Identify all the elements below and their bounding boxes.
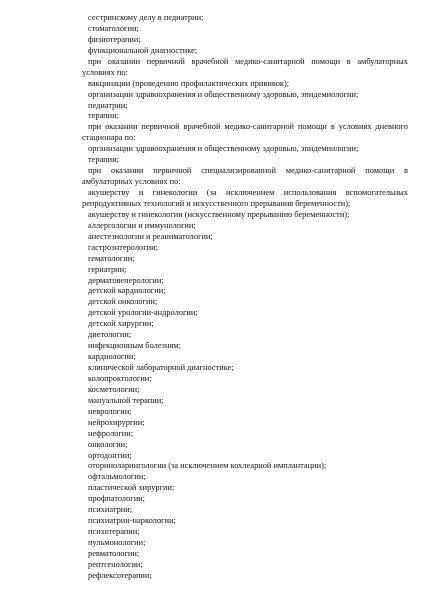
document-line: клинической лабораторной диагностике; — [88, 363, 234, 372]
document-line: гематологии; — [88, 253, 135, 263]
document-line: акушерству и гинекологии (за исключением использования вспомогательных — [88, 188, 408, 197]
document-line: стоматологии; — [88, 23, 139, 33]
document-line: организации здравоохранения и общественному здоровью, эпидемиологии; — [88, 89, 359, 99]
document-line: гастроэнтерологии; — [88, 242, 158, 252]
document-line: детской кардиологии; — [88, 286, 166, 296]
document-line: педиатрии; — [88, 100, 128, 110]
document-line: организации здравоохранения и общественному здоровью, эпидемиологии; — [88, 144, 359, 154]
document-line: гериатрии; — [88, 264, 127, 274]
document-line: колопроктологии; — [88, 373, 152, 383]
document-line: психиатрии-наркологии; — [88, 516, 176, 526]
document-line: нефрологии; — [88, 428, 134, 438]
document-line: детской онкологии; — [88, 297, 158, 307]
document-line: кардиологии; — [88, 352, 136, 362]
document-line: нейрохирургии; — [88, 417, 145, 427]
document-line: диетологии; — [88, 330, 132, 340]
document-line: терапии; — [88, 155, 119, 165]
document-line: офтальмологии; — [88, 472, 146, 482]
document-line: аллергологии и иммунологии; — [88, 220, 196, 230]
document-line: рефлексотерапии; — [88, 570, 152, 580]
document-line: дерматовенерологии; — [88, 275, 164, 285]
document-line: физиотерапии; — [88, 34, 141, 44]
document-line: репродуктивных технологий и искусственного прерывания беременности); — [82, 198, 351, 208]
document-line: косметологии; — [88, 384, 140, 394]
document-line: вакцинации (проведению профилактических прививок); — [88, 78, 290, 88]
document-line: неврологии; — [88, 406, 132, 416]
document-line: ортодонтии; — [88, 450, 132, 460]
document-line: стационара по: — [82, 133, 136, 143]
document-line: психиатрии; — [88, 505, 133, 515]
document-line: рентгенологии; — [88, 559, 143, 569]
document-line: сестринскому делу в педиатрии; — [88, 13, 204, 22]
document-line: психотерапии; — [88, 527, 140, 537]
document-line: мануальной терапии; — [88, 395, 164, 405]
document-body — [82, 13, 408, 582]
document-line: терапии; — [88, 111, 119, 121]
document-line: пульмонологии; — [88, 538, 146, 547]
document-line: оториноларингологии (за исключением кохлеарной имплантации); — [88, 461, 327, 471]
document-line: ревматологии; — [88, 548, 140, 558]
document-line: детской урологии-андрологии; — [88, 308, 198, 318]
document-line: при оказании первичной врачебной медико-санитарной помощи в амбулаторных — [88, 56, 408, 66]
document-line: пластической хирургии; — [88, 483, 175, 493]
document-line: амбулаторных условиях по: — [82, 177, 181, 187]
document-line: профпатологии; — [88, 494, 145, 504]
document-line: анестезиологии и реаниматологии; — [88, 231, 213, 241]
document-line: онкологии; — [88, 439, 128, 449]
document-line: при оказании первичной врачебной медико-санитарной помощи в условиях дневного — [88, 122, 408, 132]
document-line: функциональной диагностике; — [88, 45, 198, 55]
document-line: детской хирургии; — [88, 319, 154, 329]
document-line: акушерству и гинекологии (искусственному прерыванию беременности); — [88, 209, 350, 219]
document-line: при оказании первичной специализированной медико-санитарной помощи в — [88, 166, 408, 176]
document-line: условиях по: — [82, 67, 128, 77]
document-line: инфекционным болезням; — [88, 341, 181, 351]
